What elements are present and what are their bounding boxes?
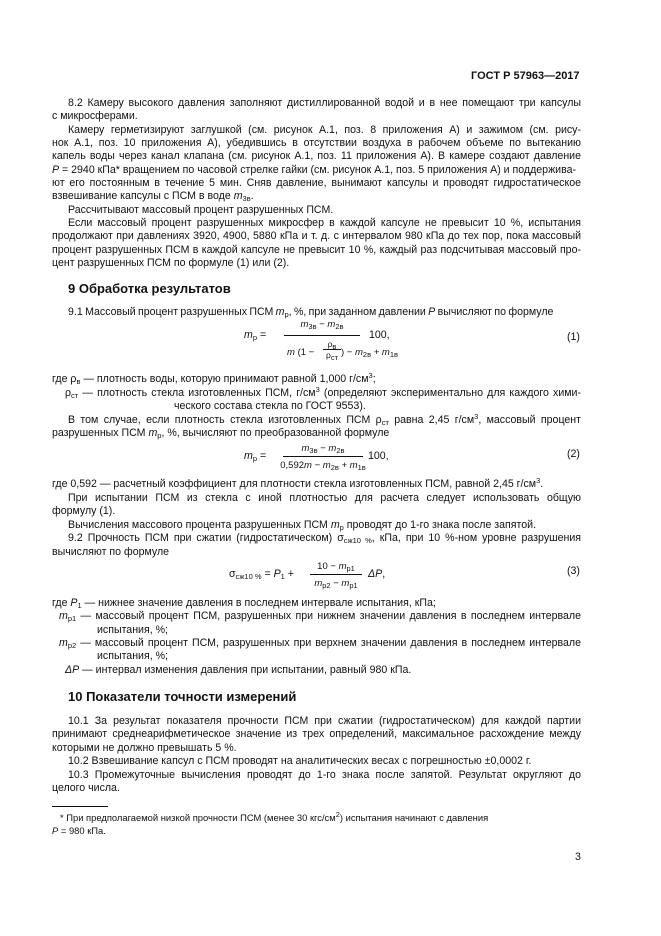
s82-line-6: P = 2940 кПа* вращением по часовой стрелке гайки (см. рисунок А.1, поз. 5 приложения А) и поддержива- (52, 164, 577, 176)
where-mp2: $m_{p2}$ — массовый процент ПСМ, разрушенных при верхнем значении давления в последнем интервале (59, 637, 581, 650)
s82-line-1: 8.2 Камеру высокого давления заполняют дистиллированной водой и в нее помещают три капсулы (68, 97, 581, 109)
s82-line-2: с микросферами. (52, 110, 138, 122)
where-mp2-cont: испытания, %; (97, 650, 168, 662)
s82-line-3: Камеру герметизируют заглушкой (см. рисунок А.1, поз. 8 приложения А) и зажимом (см. рису- (68, 124, 581, 136)
p91-text: 9.1 Массовый процент разрушенных ПСМ $m_p$, %, при заданном давлении P вычисляют по формуле (68, 306, 554, 319)
eq1-number: (1) (567, 331, 580, 343)
eq3-tail: ΔP, (368, 568, 386, 580)
eq1-denominator: m (1 − (287, 347, 315, 358)
p92-line-1: 9.2 Прочность ПСМ при сжатии (гидростатическом) $\sigma_{сж10 \%}$, кПа, при 10 %-ном уровне разрушения (68, 532, 582, 545)
p101-line-3: которыми не должно превышать 5 %. (52, 742, 237, 754)
eq1-fraction-bar (284, 335, 360, 336)
eq2-denominator: $0,592m - m_{2в} + m_{1в}$ (280, 460, 366, 472)
section-10-title: 10 Показатели точности измерений (68, 689, 297, 704)
section-9-title: 9 Обработка результатов (68, 281, 231, 296)
eq3-number: (3) (567, 565, 580, 577)
coef-text: где 0,592 — расчетный коэффициент для плотности стекла изготовленных ПСМ, равной 2,45 $г/см^3$. (52, 476, 544, 490)
eq3-lhs: $\sigma_{сж10 \%} = P_1$ + (229, 568, 294, 581)
p101-line-1: 10.1 За результат показателя прочности ПСМ при сжатии (гидростатическом) для каждой партии (68, 715, 581, 727)
s82-line-4: нок А.1, поз. 10 приложения А), убедившись в отсутствии воздуха в рабочем объеме по вытеканию (52, 137, 581, 149)
eq2-number: (2) (567, 448, 580, 460)
other-density-line-1: При испытании ПСМ из стекла с иной плотностью для расчета следует использовать общую (68, 492, 581, 504)
round-text: Вычисления массового процента разрушенных ПСМ $m_p$ проводят до 1-го знака после запятой. (68, 519, 537, 532)
where-delta-p: ΔP — интервал изменения давления при испытании, равный 980 кПа. (65, 664, 412, 676)
document-standard-number: ГОСТ Р 57963—2017 (471, 70, 580, 82)
eq2-lhs: $m_p$ = (244, 450, 267, 463)
p102-text: 10.2 Взвешивание капсул с ПСМ проводят на аналитических весах с погрешностью ±0,0002 г. (68, 755, 532, 767)
s82-line-10: Если массовый процент разрушенных микросфер в каждой капсуле не превысит 10 %, испытания (68, 217, 581, 229)
eq1-lhs: $m_p$ = (244, 329, 267, 342)
eq1-tail: 100, (369, 329, 390, 341)
eq3-denominator: $m_{p2} - m_{p1}$ (314, 578, 358, 590)
s82-line-9: Рассчитывают массовый процент разрушенных ПСМ. (68, 204, 334, 216)
p101-line-2: принимают среднеарифметическое значение из трех определений, максимальное расхождение между (52, 728, 581, 740)
s82-line-8: взвешивание капсулы с ПСМ в воде $m_{3в}$. (52, 190, 254, 203)
eq2-fraction-bar (283, 456, 363, 457)
eq1-denominator-rest: ) − $m_{2в} + m_{1в}$ (341, 347, 398, 359)
s82-line-11: продолжают при давлениях 3920, 4900, 5880 кПа и т. д. с интервалом 980 кПа до тех пор, пока массовый (52, 230, 581, 242)
where-mp1: $m_{p1}$ — массовый процент ПСМ, разрушенных при нижнем значении давления в последнем интервале (59, 610, 581, 623)
page-number: 3 (575, 851, 581, 863)
s82-line-7: ют его постоянным в течение 5 мин. Сняв давление, вынимают капсулы и проводят гидростатическое (52, 177, 581, 189)
s82-line-12: процент разрушенных ПСМ в каждой капсуле не превысит 10 %, каждый раз подсчитывая массовый про- (52, 244, 581, 256)
other-density-line-2: формулу (1). (52, 505, 116, 517)
footnote-line-2: P = 980 кПа. (52, 825, 106, 836)
p-case-line-2: разрушенных ПСМ $m_p$, %, вычисляют по преобразованной формуле (52, 427, 390, 440)
eq1-numerator: $m_{3в} - m_{2в}$ (300, 319, 344, 331)
p-case-line-1: В том случае, если плотность стекла изготовленных ПСМ $\rho_{ст}$ равна 2,45 $г/см^3$, массовый процент (68, 412, 581, 427)
where-rho-st-cont: ческого состава стекла по ГОСТ 9553). (174, 400, 366, 412)
eq3-numerator: $10 - m_{p1}$ (317, 561, 355, 573)
p103-line-1: 10.3 Промежуточные вычисления проводят до 1-го знака после запятой. Результат округляют до (68, 769, 581, 781)
p103-line-2: целого числа. (52, 782, 120, 794)
where-mp1-cont: испытания, %; (97, 624, 168, 636)
where-rho-st: $\rho_{ст}$ — плотность стекла изготовленных ПСМ, $г/см^3$ (определяют экспериментально для каждого хими- (65, 385, 581, 400)
s82-line-5: капель воды через канал клапана (см. рисунок А.1, поз. 11 приложения А). В камере создают давление (52, 150, 581, 162)
s82-line-13: цент разрушенных ПСМ по формуле (1) или (2). (52, 257, 290, 269)
p92-line-2: вычисляют по формуле (52, 546, 170, 558)
eq2-tail: 100, (368, 450, 389, 462)
eq2-numerator: $m_{3в} - m_{2в}$ (301, 443, 345, 455)
footnote-rule (52, 806, 108, 807)
eq3-fraction-bar (310, 574, 362, 575)
where-rho-w: где $\rho_в$ — плотность воды, которую принимают равной 1,000 $г/см^3$; (52, 371, 376, 386)
where-p1: где $P_1$ — нижнее значение давления в последнем интервале испытания, кПа; (52, 597, 436, 610)
eq1-rho-fraction: $\rho_в$ $\rho_{ст}$ (323, 339, 341, 360)
footnote-line-1: * При предполагаемой низкой прочности ПСМ (менее 30 кгс/$см^2$) испытания начинают с давления (60, 810, 489, 823)
